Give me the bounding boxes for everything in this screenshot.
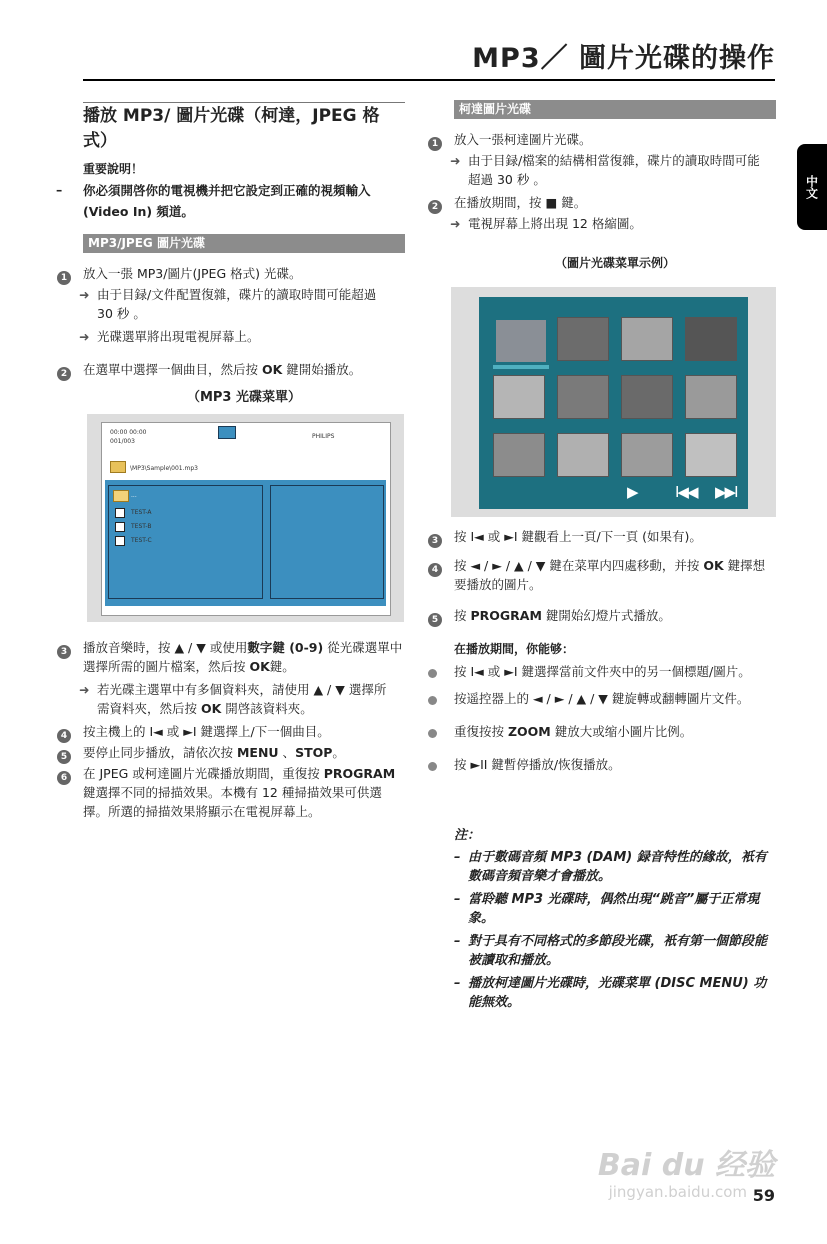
left-steps-1-2	[57, 264, 407, 381]
thumbnail[interactable]	[557, 317, 609, 361]
list-item[interactable]: TEST-C	[131, 537, 152, 544]
list-item: 按 I◄ 或 ►I 鍵選擇當前文件夾中的另一個標題/圖片。	[428, 662, 778, 683]
mp3-file-list[interactable]	[108, 485, 263, 599]
thumbnail[interactable]	[493, 375, 545, 419]
step-number-icon: 6	[57, 771, 71, 785]
step-number-icon: 4	[428, 563, 442, 577]
file-icon	[115, 522, 125, 532]
mp3-track-count: 001/003	[110, 438, 135, 445]
page-number: 59	[752, 1186, 775, 1205]
thumbnail[interactable]	[621, 317, 673, 361]
folder-icon	[110, 461, 126, 473]
step-6: 6 在 JPEG 或柯達圖片光碟播放期間，重復按 PROGRAM 鍵選擇不同的掃描效果。本機有 12 種掃描效果可供選擇。所選的掃描效果將顯示在電視屏幕上。	[57, 764, 407, 821]
kodak-step-2-note: ➜ 電視屏幕上將出現 12 格縮圖。	[450, 216, 642, 231]
note-item: – 由于數碼音頻 MP3 (DAM) 録音特性的緣故，衹有數碼音頻音樂才會播放。	[454, 850, 767, 884]
kodak-step-1: 1 放入一張柯達圖片光碟。	[428, 130, 778, 151]
step-3-note: ➜ 若光碟主選單中有多個資料夾，請使用 ▲ / ▼ 選擇所需資料夾，然后按 OK 開啓該資料夾。	[79, 682, 387, 716]
kodak-step-2: 2 在播放期間，按 ■ 鍵。	[428, 193, 778, 214]
page-title: MP3／ 圖片光碟的操作	[472, 43, 775, 74]
bullet-icon	[428, 669, 437, 678]
list-item: 按遥控器上的 ◄ / ► / ▲ / ▼ 鍵旋轉或翻轉圖片文件。	[428, 689, 778, 710]
thumbnail[interactable]	[557, 433, 609, 477]
step-1: 1 放入一張 MP3/圖片(JPEG 格式) 光碟。	[57, 264, 407, 285]
step-number-icon: 3	[428, 534, 442, 548]
mp3-preview-panel	[270, 485, 384, 599]
list-item[interactable]: TEST-A	[131, 509, 152, 516]
step-number-icon: 2	[57, 367, 71, 381]
right-steps-1-2	[428, 130, 778, 233]
file-icon	[115, 536, 125, 546]
subhead-kodak: 柯達圖片光碟	[454, 100, 776, 119]
folder-icon[interactable]	[113, 490, 129, 502]
play-icon[interactable]: ▶	[627, 483, 637, 501]
step-1-note-b: ➜ 光碟選單將出現電視屏幕上。	[79, 329, 260, 344]
step-number-icon: 1	[57, 271, 71, 285]
thumbnail[interactable]	[685, 375, 737, 419]
mp3-menu-screen	[101, 422, 391, 616]
notes-heading: 注：	[454, 828, 481, 843]
thumbnail[interactable]	[685, 433, 737, 477]
step-2: 2 在選單中選擇一個曲目，然后按 OK 鍵開始播放。	[57, 360, 407, 381]
right-steps-3-5	[428, 527, 778, 627]
bullet-icon	[428, 729, 437, 738]
kodak-step-4: 4 按 ◄ / ► / ▲ / ▼ 鍵在菜單内四處移動，并按 OK 鍵擇想要播放的圖片。	[428, 556, 778, 594]
kodak-step-5: 5 按 PROGRAM 鍵開始幻燈片式播放。	[428, 606, 778, 627]
mp3-menu-caption: （MP3 光碟菜單）	[186, 390, 302, 405]
header-rule	[83, 79, 775, 81]
watermark-url: jingyan.baidu.com	[608, 1183, 747, 1201]
prev-icon[interactable]: I◀◀	[675, 483, 697, 501]
notes-list	[454, 848, 776, 1012]
mp3-time: 00:00 00:00	[110, 429, 147, 436]
important-label: 重要說明！	[83, 162, 144, 176]
mp3-file-area[interactable]	[105, 480, 386, 606]
list-item[interactable]: ...	[131, 492, 137, 499]
kodak-step-1-note: ➜ 由于目録/檔案的結構相當復雜，碟片的讀取時間可能超過 30 秒 。	[450, 153, 760, 187]
important-dash: –	[56, 182, 63, 197]
thumbnail[interactable]	[493, 317, 549, 365]
picture-menu-caption: （圖片光碟菜單示例）	[554, 256, 675, 270]
note-item: – 播放柯達圖片光碟時，光碟菜單 (DISC MENU) 功能無效。	[454, 976, 767, 1010]
thumbnail[interactable]	[621, 433, 673, 477]
during-playback-list	[428, 662, 778, 776]
bullet-icon	[428, 696, 437, 705]
disc-icon	[218, 426, 236, 439]
step-number-icon: 2	[428, 200, 442, 214]
file-icon	[115, 508, 125, 518]
next-icon[interactable]: ▶▶I	[715, 483, 737, 501]
left-steps-3-6	[57, 638, 407, 821]
note-item: – 對于具有不同格式的多節段光碟，衹有第一個節段能被讀取和播放。	[454, 934, 768, 968]
step-5: 5 要停止同步播放，請依次按 MENU 、STOP。	[57, 743, 407, 764]
thumbnail[interactable]	[621, 375, 673, 419]
mp3-path: \MP3\Sample\001.mp3	[130, 465, 199, 472]
list-item: 重復按按 ZOOM 鍵放大或缩小圖片比例。	[428, 722, 778, 743]
list-item[interactable]: TEST-B	[131, 523, 152, 530]
subhead-mp3-jpeg: MP3/JPEG 圖片光碟	[83, 234, 405, 253]
important-text: 你必須開啓你的電視機并把它設定到正確的視頻輸入 (Video In) 頻道。	[83, 183, 371, 219]
mp3-brand: PHILIPS	[312, 433, 335, 440]
watermark-logo: Bai du 经验	[597, 1148, 775, 1183]
thumbnail[interactable]	[493, 433, 545, 477]
thumbnail[interactable]	[557, 375, 609, 419]
during-playback-heading: 在播放期間，你能够：	[454, 642, 575, 656]
kodak-step-3: 3 按 I◄ 或 ►I 鍵觀看上一頁/下一頁 (如果有)。	[428, 527, 778, 548]
note-item: – 當聆聽 MP3 光碟時，偶然出現“跳音”屬于正常現象。	[454, 892, 760, 926]
step-number-icon: 4	[57, 729, 71, 743]
picture-menu-figure	[451, 287, 776, 517]
step-number-icon: 1	[428, 137, 442, 151]
step-4: 4 按主機上的 I◄ 或 ►I 鍵選擇上/下一個曲目。	[57, 722, 407, 743]
bullet-icon	[428, 762, 437, 771]
section-title: 播放 MP3/ 圖片光碟（柯達，JPEG 格式）	[83, 102, 405, 154]
step-number-icon: 3	[57, 645, 71, 659]
mp3-menu-figure	[87, 414, 404, 622]
step-number-icon: 5	[428, 613, 442, 627]
picture-menu-screen	[479, 297, 748, 509]
step-3: 3 播放音樂時，按 ▲ / ▼ 或使用數字鍵 (0-9) 從光碟選單中選擇所需的圖片檔案，然后按 OK鍵。	[57, 638, 407, 676]
language-tab: 中文	[797, 144, 827, 230]
step-1-note-a: ➜ 由于目録/文件配置復雜，碟片的讀取時間可能超過 30 秒 。	[79, 287, 377, 321]
list-item: 按 ►II 鍵暫停播放/恢復播放。	[428, 755, 778, 776]
step-number-icon: 5	[57, 750, 71, 764]
thumbnail[interactable]	[685, 317, 737, 361]
